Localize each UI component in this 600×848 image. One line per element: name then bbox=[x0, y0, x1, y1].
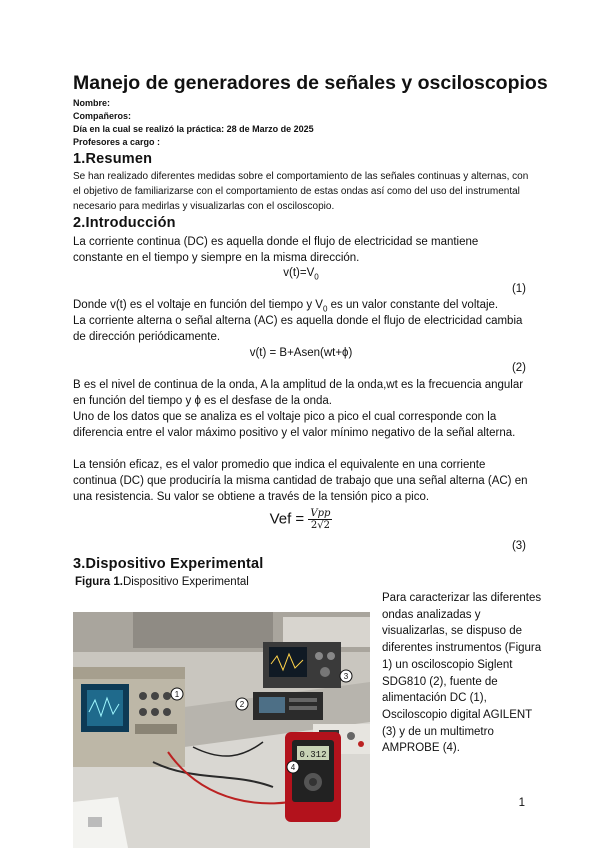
equation-2: v(t) = B+Asen(wt+ϕ) bbox=[249, 347, 353, 359]
page-number: 1 bbox=[518, 797, 525, 809]
equation-1: $v(t)=V_0$ bbox=[283, 267, 319, 282]
svg-text:1: 1 bbox=[174, 690, 180, 699]
setup-description: Para caracterizar las diferentes ondas analizadas y visualizarlas, se dispuso de diferentes instrumentos (Figura 1) un osciloscopio Siglent SDG810 (2), fuente de alimentación DC (1), Osciloscopio digital AGILENT (3) y de un multimetro AMPROBE (4). bbox=[382, 592, 542, 755]
intro-paragraph-3: La corriente alterna o señal alterna (AC) es aquella donde el flujo de electricidad cambia de dirección periódicamente. bbox=[73, 315, 523, 343]
multimeter bbox=[285, 732, 341, 822]
section-heading-introduccion: 2.Introducción bbox=[73, 215, 176, 231]
section-heading-dispositivo: 3.Dispositivo Experimental bbox=[73, 556, 264, 572]
equation-1-number: (1) bbox=[511, 283, 526, 295]
meta-nombre: Nombre: bbox=[73, 98, 111, 108]
digital-oscilloscope bbox=[263, 642, 341, 688]
photo-label-1 bbox=[171, 688, 183, 700]
figure-caption: Figura 1.Dispositivo Experimental bbox=[75, 576, 249, 588]
experimental-setup-photo bbox=[73, 612, 370, 848]
intro-paragraph-4: B es el nivel de continua de la onda, A la amplitud de la onda,wt es la frecuencia angular en función del tiempo y ϕ es el desfase de la onda. bbox=[73, 379, 524, 407]
section-heading-resumen: 1.Resumen bbox=[73, 151, 153, 167]
meta-dia: Día en la cual se realizó la práctica: 28 de Marzo de 2025 bbox=[73, 124, 314, 134]
svg-text:2: 2 bbox=[239, 700, 245, 709]
paper-title: Manejo de generadores de señales y osciloscopios bbox=[73, 72, 548, 94]
intro-paragraph-6: La tensión eficaz, es el valor promedio que indica el equivalente en una corriente continua (DC) que produciría la misma cantidad de trabajo que una señal alterna (AC) en una resistencia. Su valor se obtiene a través de la tensión pico a pico. bbox=[73, 459, 528, 503]
signal-generator bbox=[253, 692, 323, 720]
intro-paragraph-5: Uno de los datos que se analiza es el voltaje pico a pico el cual corresponde con la diferencia entre el valor máximo positivo y el valor mínimo negativo de la señal alterna. bbox=[73, 411, 516, 439]
intro-paragraph-1: La corriente continua (DC) es aquella donde el flujo de electricidad se mantiene constante en el tiempo y siempre en la misma dirección. bbox=[73, 236, 479, 264]
intro-paragraph-2: Donde v(t) es el voltaje en función del tiempo y $V_0$ es un valor constante del voltaje. bbox=[73, 299, 499, 314]
multimeter-reading: 0.312 bbox=[299, 750, 327, 760]
photo-label-3 bbox=[340, 670, 352, 682]
equation-3-number: (3) bbox=[511, 540, 526, 552]
meta-profesores: Profesores a cargo : bbox=[73, 137, 161, 147]
equation-2-number: (2) bbox=[511, 362, 526, 374]
svg-text:3: 3 bbox=[343, 672, 349, 681]
equation-3: Vef = $\frac{\text{Vpp}}{2√2}$ bbox=[269, 508, 331, 531]
resumen-text: Se han realizado diferentes medidas sobre el comportamiento de las señales continuas y alternas, con el objetivo de familiarizarse con el comportamiento de estas ondas así como del uso del instrumental necesario para medirlas y visualizarlas con el osciloscopio. bbox=[73, 171, 529, 212]
photo-label-2 bbox=[236, 698, 248, 710]
svg-text:4: 4 bbox=[290, 763, 296, 772]
meta-companeros: Compañeros: bbox=[73, 111, 132, 121]
fraction: $\frac{\text{Vpp}}{2√2}$ bbox=[310, 508, 331, 531]
photo-label-4 bbox=[287, 761, 299, 773]
